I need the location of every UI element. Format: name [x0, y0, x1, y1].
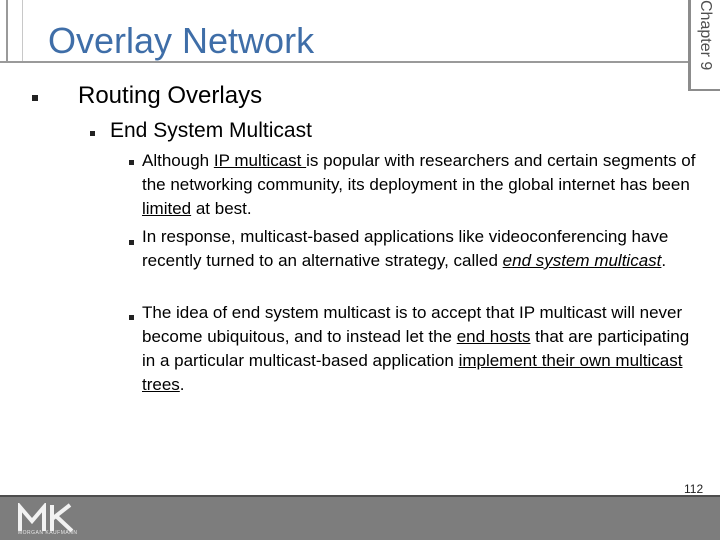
frame-line [6, 0, 8, 62]
underlined-term: end system multicast [502, 251, 662, 270]
underlined-term: end hosts [456, 327, 531, 346]
level2-heading: End System Multicast [110, 119, 312, 142]
bullet-item-2 [142, 225, 702, 273]
bullet-text: Although [142, 151, 214, 170]
bullet-item-1 [142, 149, 702, 221]
logo-subtitle: MORGAN KAUFMANN [18, 530, 78, 536]
bullet-text: The idea of end system multicast is to accept that IP multicast will never become ubiquitous, and to instead let the [142, 303, 683, 346]
bullet-text: . [179, 375, 185, 394]
bullet-marker [32, 95, 38, 101]
underlined-term: IP multicast [213, 151, 307, 170]
footer-bar [0, 495, 720, 540]
underlined-term: implement their own multicast trees [142, 351, 683, 394]
frame-line [22, 0, 23, 62]
bullet-text: that are participating in a particular multicast-based application [142, 327, 690, 370]
page-number: 112 [684, 482, 704, 496]
bullet-marker [129, 240, 134, 245]
bullet-text: is popular with researchers and certain segments of the networking community, its deployment in the global internet has been [142, 151, 696, 194]
footer-divider [0, 495, 720, 497]
frame-line [688, 89, 720, 91]
chapter-tab [692, 0, 720, 88]
bullet-text: at best. [191, 199, 252, 218]
bullet-marker [129, 160, 134, 165]
frame-line [688, 0, 691, 90]
level1-heading: Routing Overlays [78, 82, 263, 109]
chapter-label: Chapter 9 [697, 0, 714, 71]
slide-title: Overlay Network [48, 20, 315, 61]
bullet-marker [90, 131, 95, 136]
mk-logo [18, 503, 74, 533]
bullet-text: In response, multicast-based applications like videoconferencing have recently turned to an alternative strategy, called [142, 227, 669, 270]
bullet-marker [129, 315, 134, 320]
bullet-text: . [661, 251, 667, 270]
underlined-term: limited [142, 199, 192, 218]
bullet-item-3 [142, 301, 702, 397]
